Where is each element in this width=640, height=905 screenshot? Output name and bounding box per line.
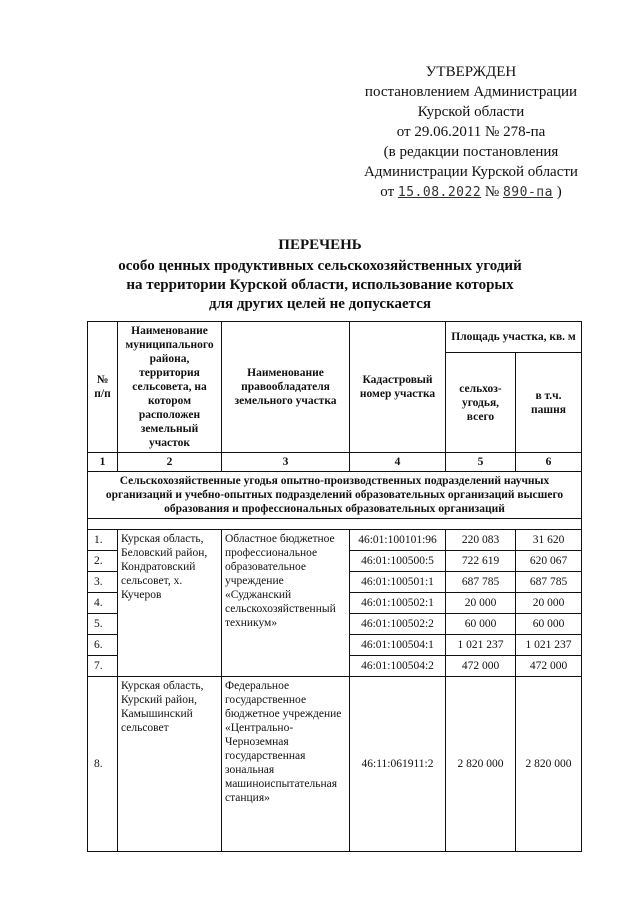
row-number: 2. xyxy=(88,551,118,572)
row-arable: 687 785 xyxy=(516,572,582,593)
row-arable: 472 000 xyxy=(516,656,582,677)
row-arable: 20 000 xyxy=(516,593,582,614)
row-agri: 472 000 xyxy=(446,656,516,677)
row-agri: 60 000 xyxy=(446,614,516,635)
section-heading: Сельскохозяйственные угодья опытно-производственных подразделений научных организаций и учебно-опытных подразделений образовательных организаций высшего образования и профессиональных образовательных организаций xyxy=(88,472,582,519)
row-number: 1. xyxy=(88,530,118,551)
column-index: 5 xyxy=(446,453,516,472)
row-cadastral: 46:01:100502:1 xyxy=(350,593,446,614)
row-number: 5. xyxy=(88,614,118,635)
row-agri: 2 820 000 xyxy=(446,677,516,852)
amendment-number: 890-па xyxy=(502,185,553,200)
row-arable: 60 000 xyxy=(516,614,582,635)
row-arable: 620 067 xyxy=(516,551,582,572)
approval-line: от 29.06.2011 № 278-па xyxy=(396,124,546,140)
row-agri: 220 083 xyxy=(446,530,516,551)
column-index: 2 xyxy=(118,453,222,472)
amendment-date-line: от 15.08.2022 № 890-па ) xyxy=(380,184,562,200)
header-arable: в т.ч. пашня xyxy=(516,353,582,453)
row-arable: 31 620 xyxy=(516,530,582,551)
approval-line: Курской области xyxy=(417,104,525,120)
approval-heading: УТВЕРЖДЕН xyxy=(425,64,517,80)
row-cadastral: 46:01:100504:2 xyxy=(350,656,446,677)
approval-line: (в редакции постановления xyxy=(383,144,559,160)
header-cadastral: Кадастровый номер участка xyxy=(350,322,446,453)
approval-line: Администрации Курской области xyxy=(364,164,578,180)
title-heading: ПЕРЕЧЕНЬ xyxy=(278,237,362,253)
row-agri: 687 785 xyxy=(446,572,516,593)
row-arable: 1 021 237 xyxy=(516,635,582,656)
header-holder: Наименование правообладателя земельного участка xyxy=(222,322,350,453)
title-line: на территории Курской области, использование которых xyxy=(126,277,514,293)
land-register-table xyxy=(87,321,582,852)
column-index: 1 xyxy=(88,453,118,472)
row-agri: 1 021 237 xyxy=(446,635,516,656)
row-municipality: Курская область, Курский район, Камышинский сельсовет xyxy=(118,677,222,852)
row-cadastral: 46:01:100500:5 xyxy=(350,551,446,572)
approval-line: постановлением Администрации xyxy=(364,84,578,100)
header-agri: сельхоз-угодья, всего xyxy=(446,353,516,453)
column-index: 6 xyxy=(516,453,582,472)
spacer-row xyxy=(88,519,582,530)
row-cadastral: 46:01:100101:96 xyxy=(350,530,446,551)
document-title xyxy=(0,236,640,314)
amendment-date: 15.08.2022 xyxy=(397,185,482,200)
row-cadastral: 46:01:100504:1 xyxy=(350,635,446,656)
title-line: для других целей не допускается xyxy=(209,296,431,312)
column-index-row xyxy=(88,453,582,472)
row-number: 8. xyxy=(88,677,118,852)
section-row xyxy=(88,472,582,519)
row-number: 3. xyxy=(88,572,118,593)
row-number: 6. xyxy=(88,635,118,656)
header-no: № п/п xyxy=(88,322,118,453)
row-agri: 20 000 xyxy=(446,593,516,614)
row-cadastral: 46:11:061911:2 xyxy=(350,677,446,852)
header-municipality: Наименование муниципального района, территория сельсовета, на котором расположен земельный участок xyxy=(118,322,222,453)
row-number: 7. xyxy=(88,656,118,677)
row-cadastral: 46:01:100501:1 xyxy=(350,572,446,593)
title-line: особо ценных продуктивных сельскохозяйственных угодий xyxy=(118,258,522,274)
column-index: 4 xyxy=(350,453,446,472)
table-row xyxy=(88,530,582,551)
row-agri: 722 619 xyxy=(446,551,516,572)
header-row xyxy=(88,322,582,353)
row-arable: 2 820 000 xyxy=(516,677,582,852)
approval-stamp xyxy=(356,62,586,203)
row-holder: Областное бюджетное профессиональное образовательное учреждение «Суджанский сельскохозяйственный техникум» xyxy=(222,530,350,677)
column-index: 3 xyxy=(222,453,350,472)
row-cadastral: 46:01:100502:2 xyxy=(350,614,446,635)
row-municipality: Курская область, Беловский район, Кондратовский сельсовет, х. Кучеров xyxy=(118,530,222,677)
row-number: 4. xyxy=(88,593,118,614)
row-holder: Федеральное государственное бюджетное учреждение «Центрально-Черноземная государственная зональная машиноиспытательная станция» xyxy=(222,677,350,852)
header-area: Площадь участка, кв. м xyxy=(446,322,582,353)
table-row xyxy=(88,677,582,852)
